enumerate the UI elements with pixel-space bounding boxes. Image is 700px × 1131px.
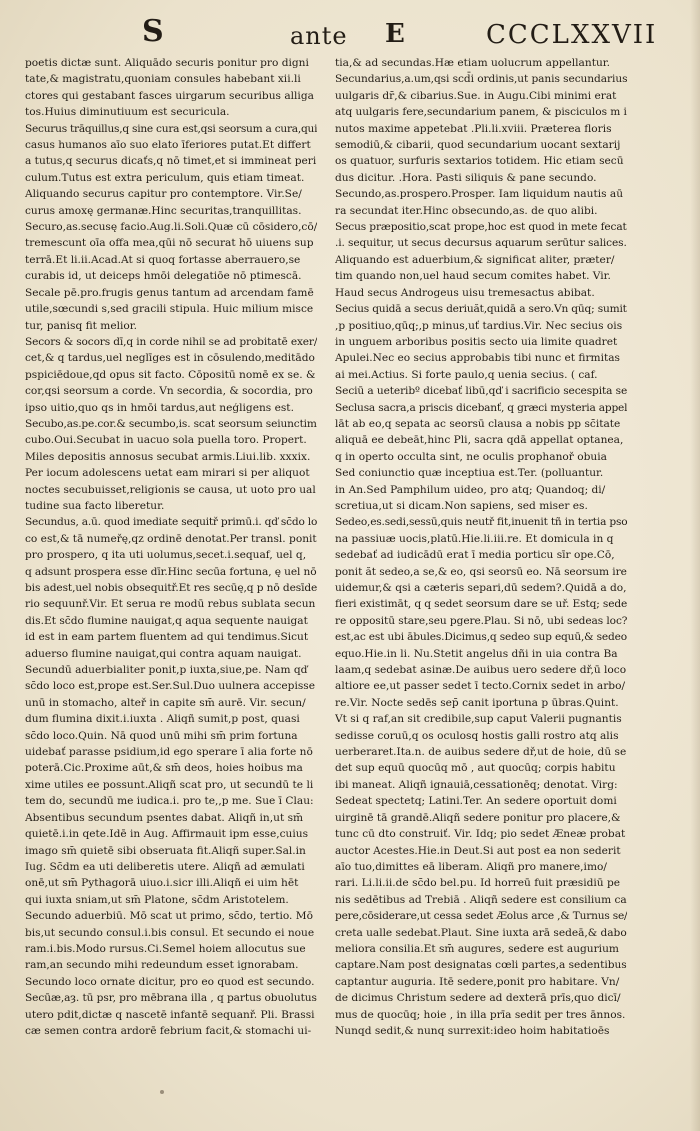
text-line: Secors & socors dī,q in corde nihil se ad probitatē exer/	[25, 335, 317, 348]
text-line: curus amoxę germanæ.Hinc securitas,tranquillitas.	[25, 204, 302, 217]
running-header	[0, 0, 700, 56]
text-line: Apulei.Nec eo secius approbabis tibi nunc et firmitas	[335, 352, 620, 365]
text-line: tos.Huius diminutiuum est securicula.	[25, 106, 230, 119]
text-line: re oppositū stare,seu pgere.Plau. Si nō, ubi sedeas loc?	[335, 614, 627, 627]
text-line: ra secundat iter.Hinc obsecundo,as. de quo alibi.	[335, 204, 598, 217]
text-line: qui iuxta sniam,ut sm̄ Platone, sc̄dm Aristotelem.	[25, 893, 289, 906]
text-line: Vt si q raf,an sit credibile,sup caput Valerii pugnantis	[335, 713, 622, 726]
text-line: sedebať ad iudicādū erat ī media porticu sīr ope.Cō,	[335, 549, 615, 562]
text-line: ,p positiuo,qūq;,p minus,uť tardius.Vir. Nec secius ois	[335, 319, 623, 332]
text-line: ctores qui gestabant fasces uirgarum securibus alliga	[25, 89, 314, 102]
text-line: Haud secus Androgeus uisu tremesactus abibat.	[335, 286, 595, 299]
folio-number: CCCLXXVII	[486, 20, 658, 50]
text-line: ponit ăt sedeo,a se,& eo, qsi seorsū eo. Nā seorsum ire	[335, 565, 627, 578]
text-line: rari. Li.li.ii.de sc̄do bel.pu. Id horreū fuit præsidiū pe	[335, 877, 621, 890]
text-line: tudine sua facto liberetur.	[25, 499, 165, 512]
text-line: Aliquando est aduerbium,& significat aliter, præter/	[335, 253, 615, 266]
text-line: Secubo,as.pe.cor.& secumbo,is. scat seorsum seiunctim	[25, 417, 317, 430]
text-line: Secus præpositio,scat prope,hoc est quod in mete fecat	[335, 221, 627, 234]
text-line: tem do, secundū me iudica.i. pro te,,p me. Sue ī Clau:	[25, 795, 314, 808]
text-line: utile,sœcundi s,sed gracili stipula. Huic milium misce	[25, 303, 314, 316]
text-line: laam,q sedebat asinæ.De auibus uero sedere dř,ū loco	[335, 664, 627, 677]
text-line: mus de quocūq; hoie , in illa prīa sedit per tres ānnos.	[335, 1008, 626, 1021]
text-line: de dicimus Christum sedere ad dexterā prīs,quo dicī/	[335, 992, 621, 1005]
text-line: in unguem arboribus positis secto uia limite quadret	[335, 335, 618, 348]
text-line: Sedeo,es.sedi,sessū,quis neutř fit,inuenit tñ in tertia pso	[335, 516, 627, 529]
text-line: imago sm̄ quietē sibi obseruata fit.Aliqñ super.Sal.in	[25, 844, 306, 857]
text-line: nutos maxime appetebat .Pli.li.xviii. Præterea floris	[335, 122, 612, 135]
text-line: ram.i.bis.Modo rursus.Ci.Semel hoiem allocutus sue	[25, 942, 306, 955]
text-line: unū in stomacho, alteř in capite sm̄ aurē. Vir. secun/	[25, 696, 306, 709]
text-line: bis adest,uel nobis obsequitř.Et res secūę,q p nō desīde	[25, 582, 317, 594]
gathering-signature-right: E	[385, 19, 406, 49]
text-line: Securus trāquillus,q sine cura est,qsi seorsum a cura,qui	[25, 122, 317, 135]
running-title-word: ante	[290, 22, 348, 50]
text-line: nis sedētibus ad Trebiā . Aliqñ sedere est consilium ca	[335, 893, 627, 906]
text-line: equo.Hie.in li. Nu.Stetit angelus dñi in uia contra Ba	[335, 647, 618, 660]
gathering-signature-left: S	[142, 14, 165, 49]
text-column-left	[25, 55, 317, 1039]
text-line: creta ualle sedebat.Plaut. Sine iuxta arā sedeā,& dabo	[335, 926, 627, 939]
text-line: aduerso flumine nauigat,qui contra aquam nauigat.	[25, 647, 302, 660]
text-line: Nunqd sedit,& nunq surrexit:ideo hoim habitatioēs	[335, 1024, 610, 1037]
text-line: uulgaris dr̄,& cibarius.Sue. in Augu.Cibi minimi erat	[335, 89, 617, 102]
text-line: altiore ee,ut passer sedet ī tecto.Cornix sedet in arbo/	[335, 680, 626, 693]
text-line: Per iocum adolescens uetat eam mirari si per aliquot	[25, 467, 310, 480]
text-line: Securo,as.secusę facio.Aug.li.Soli.Quæ cū cōsidero,cō/	[25, 221, 317, 234]
text-line: .i. sequitur, ut secus decursus aquarum serūtur salices.	[335, 237, 627, 250]
text-line: rio sequunř.Vir. Et serua re modū rebus sublata secun	[25, 598, 316, 611]
text-line: tate,& magistratu,quoniam consules habebant xii.li	[25, 73, 301, 86]
text-line: uidebať parasse psidium,id ego sperare ī alia forte nō	[25, 746, 313, 759]
text-line: Secūæ,aȝ. tū psr, pro mēbrana illa , q partus obuolutus	[25, 992, 317, 1005]
text-line: sedisse coruū,q os oculosq hostis galli rostro atq alis	[335, 729, 619, 742]
text-line: curabis id, ut deiceps hmōi delegatiōe nō ptimescā.	[25, 270, 302, 283]
text-line: os quatuor, surfuris sextarios totidem. Hic etiam secū	[335, 155, 624, 168]
text-line: onē,ut sm̄ Pythagorā uiuo.i.sicr illi.Aliqñ ei uim hēt	[25, 877, 299, 890]
text-line: ram,an secundo mihi redeundum esset ignorabam.	[25, 959, 299, 972]
text-line: casus humanos aīo suo elato īferiores putat.Et differt	[25, 139, 311, 152]
text-line: det sup equū quocūq mō , aut quocūq; corpis habitu	[335, 762, 616, 775]
text-line: atq uulgaris fere,secundarium panem, & pisciculos m i	[335, 106, 627, 119]
text-line: sc̄do loco.Quin. Nā quod unū mihi sm̄ prim fortuna	[25, 729, 298, 742]
text-line: fieri existimāt, q q sedet seorsum dare se uř. Estq; sede	[335, 598, 627, 611]
text-line: id est in eam partem fluentem ad qui tendimus.Sicut	[25, 631, 309, 644]
text-line: pspiciēdoue,qd opus sit facto. Cōpositū nomē ex se. &	[25, 368, 316, 381]
text-line: quietē.i.in qete.Idē in Aug. Affirmauit ipm esse,cuius	[25, 828, 309, 841]
text-line: na passiuæ uocis,platū.Hie.li.iii.re. Et domicula in q	[335, 532, 614, 545]
text-line: uirginē tā grandē.Aliqñ sedere ponitur pro placere,&	[335, 811, 621, 824]
text-line: auctor Acestes.Hie.in Deut.Si aut post ea non sederit	[335, 844, 621, 857]
text-line: pro prospero, q ita uti uolumus,secet.i.sequaf, uel q,	[25, 549, 307, 562]
text-line: noctes secubuisset,religionis se causa, ut uoto pro ual	[25, 483, 316, 496]
text-line: pere,cōsiderare,ut cessa sedet Æolus arce ,& Turnus se/	[335, 910, 627, 923]
text-line: dus dicitur. .Hora. Pasti siliquis & pane secundo.	[335, 171, 597, 184]
text-line: ipso uitio,quo qs in hmōi tardus,aut neģligens est.	[25, 401, 294, 414]
text-line: xime utiles ee possunt.Aliqñ scat pro, ut secundū te li	[25, 778, 314, 791]
text-line: Secundo loco ornate dicitur, pro eo quod est secundo.	[25, 975, 315, 988]
text-line: in An.Sed Pamphilum uideo, pro atq; Quandoq; di/	[335, 483, 606, 496]
text-line: est,ac est ubi ābules.Dicimus,q sedeo sup equū,& sedeo	[335, 631, 627, 644]
text-line: uerberaret.Ita.n. de auibus sedere dř,ut de hoie, dū se	[335, 746, 627, 759]
text-line: tia,& ad secundas.Hæ etiam uolucrum appellantur.	[335, 57, 611, 69]
text-line: tremescunt oīa offa mea,qūi nō securat hō uiuens sup	[25, 237, 314, 250]
text-line: Iug. Sc̄dm ea uti deliberetis utere. Aliqñ ad æmulati	[25, 860, 305, 873]
text-line: captare.Nam post designatas cœli partes,a sedentibus	[335, 959, 627, 972]
text-line: Miles depositis annosus secubat armis.Liui.lib. xxxix.	[25, 450, 311, 463]
text-line: Seclusa sacra,a priscis dicebanť, q græci mysteria appel	[335, 401, 627, 414]
text-line: dis.Et sc̄do flumine nauigat,q aqua sequente nauigat	[25, 614, 308, 627]
text-line: re.Vir. Nocte sedēs sep̄ canit iportuna p ūbras.Quint.	[335, 696, 619, 709]
text-line: Secundo,as.prospero.Prosper. Iam liquidum nautis aū	[335, 188, 624, 201]
text-line: culum.Tutus est extra periculum, quis etiam timeat.	[25, 171, 305, 184]
text-line: aliquā ee debeāt,hinc Pli, sacra qdā appellat optanea,	[335, 434, 624, 447]
text-line: ibi maneat. Aliqñ ignauiā,cessationēq; denotat. Virg:	[335, 778, 618, 791]
text-line: cubo.Oui.Secubat in uacuo sola puella toro. Propert.	[25, 434, 307, 447]
ink-spot	[160, 1090, 164, 1094]
text-line: tim quando non,uel haud secum comites habet. Vir.	[335, 270, 611, 283]
text-line: Secale pē.pro.frugis genus tantum ad arcendam famē	[25, 286, 314, 299]
text-line: semodiū,& cibarii, quod secundarium uocant sextarij	[335, 139, 621, 152]
text-line: Seciū a ueteribº dicebať libū,qď i sacrificio secespita se	[335, 385, 627, 398]
text-line: bis,ut secundo consul.i.bis consul. Et secundo ei noue	[25, 926, 315, 939]
text-line: co est,& tā numeřę,qz ordinē denotat.Per transl. ponit	[25, 532, 317, 545]
text-line: Aliquando securus capitur pro contemptore. Vir.Se/	[25, 188, 302, 201]
text-line: tunc cū dto construiť. Vir. Idq; pio sedet Æneæ probat	[335, 828, 626, 841]
text-line: poterā.Cic.Proxime aūt,& sm̄ deos, hoies hoibus ma	[25, 762, 303, 775]
text-line: Absentibus secundum psentes dabat. Aliqñ in,ut sm̄	[25, 811, 304, 824]
text-line: dum flumina dixit.i.iuxta . Aliqñ sumit,p post, quasi	[25, 713, 300, 726]
text-line: utero pdit,dictæ q nascetē infantē sequanř. Pli. Brassi	[25, 1008, 315, 1021]
text-line: Sedeat spectetq; Latini.Ter. An sedere oportuit domi	[335, 795, 617, 808]
text-line: captantur auguria. Itē sedere,ponit pro habitare. Vn/	[335, 975, 620, 988]
text-line: meliora consilia.Et sm̄ augures, sedere est augurium	[335, 942, 619, 955]
text-line: Secundus, a.ū. quod imediate sequitř primū.i. qď sc̄do lo	[25, 516, 317, 529]
text-line: cor,qsi seorsum a corde. Vn secordia, & socordia, pro	[25, 385, 313, 398]
text-line: aīo tuo,dimittes eā liberam. Aliqñ pro manere,imo/	[335, 860, 607, 873]
text-line: uidemur,& qsi a cæteris separi,dū sedem?.Quidā a do,	[335, 582, 627, 594]
page-edge-shadow	[690, 0, 700, 1131]
text-line: a tutus,q securus dicaťs,q nō timet,et si immineat peri	[25, 155, 317, 168]
text-line: Secundū aduerbialiter ponit,p iuxta,siue,pe. Nam qď	[25, 664, 308, 677]
text-line: sc̄do loco est,prope est.Ser.Sul.Duo uulnera accepisse	[25, 680, 315, 693]
text-line: ai mei.Actius. Si forte paulo,q uenia secius. ( caf.	[335, 368, 598, 381]
text-line: cæ semen contra ardorē febrium facit,& stomachi ui-	[25, 1024, 312, 1037]
text-column-right	[335, 55, 627, 1039]
text-line: Secundarius,a.um,qsi scd̄i ordinis,ut panis secundarius	[335, 73, 627, 86]
text-line: q in operto occulta sint, ne oculis prophanoř obuia	[335, 450, 607, 463]
text-line: terrā.Et li.ii.Acad.At si quoq fortasse aberrauero,se	[25, 253, 301, 266]
text-line: q adsunt prospera esse dīr.Hinc secūa fortuna, ę uel nō	[25, 565, 317, 578]
text-line: cet,& q tardus,uel neglīges est in cōsulendo,meditādo	[25, 352, 315, 365]
text-line: tur, panisq fit melior.	[25, 319, 138, 332]
text-line: scretiua,ut si dicam.Non sapiens, sed miser es.	[335, 499, 588, 512]
text-line: Sed coniunctio quæ inceptiua est.Ter. (polluantur.	[335, 467, 604, 480]
text-line: lāt ab eo,q sepata ac seorsū clausa a nobis pp sc̄itate	[335, 417, 621, 430]
text-line: poetis dictæ sunt. Aliquādo securis ponitur pro digni	[25, 57, 309, 69]
text-line: Secundo aduerbiū. Mō scat ut primo, sc̄do, tertio. Mō	[25, 910, 314, 923]
text-line: Secius quidā a secus deriuăt,quidā a sero.Vn qūq; sumit	[335, 303, 627, 316]
